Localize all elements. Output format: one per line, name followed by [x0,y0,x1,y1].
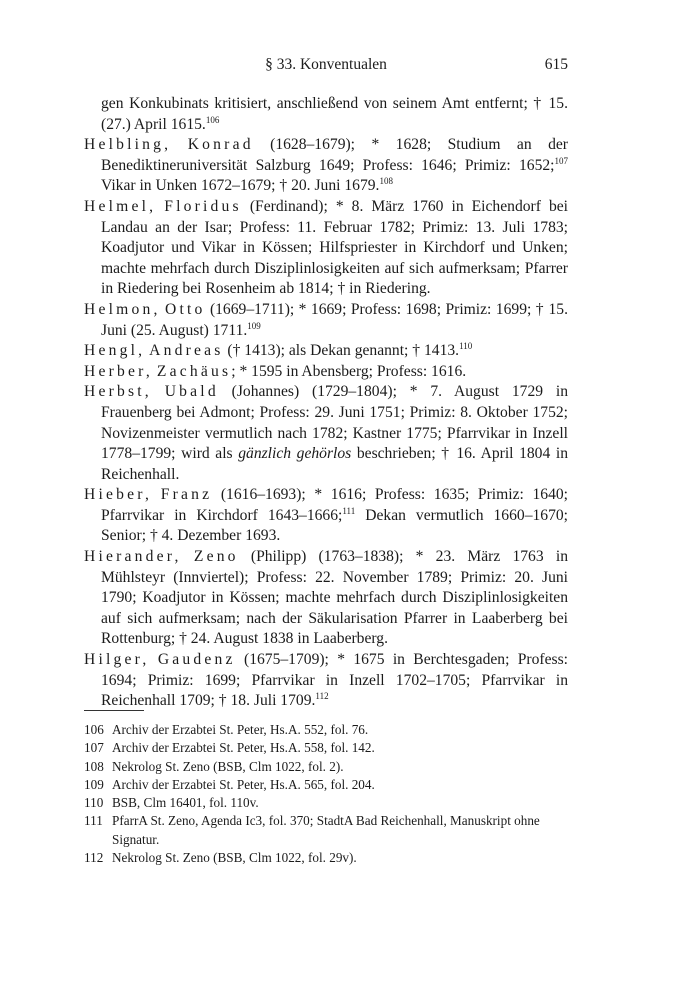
footnote-ref: 107 [554,155,568,166]
entry-text: (1628–1679); * 1628; Studium an der Benediktineruniversität Salzburg 1649; Profess: 1646; Primiz: 1652; [101,136,568,174]
entry-given-name: Andreas [149,342,224,360]
footnote [84,739,568,757]
footnote [84,776,568,794]
footnote-text: Archiv der Erzabtei St. Peter, Hs.A. 552, fol. 76. [112,722,369,737]
biography-entry [84,300,568,341]
footnote-text: Nekrolog St. Zeno (BSB, Clm 1022, fol. 29v). [112,850,357,866]
entry-text: beschrieben; † 16. April 1804 in Reichenhall. [101,445,569,483]
footnote [84,794,568,812]
entry-text: Dekan vermutlich 1660–1670; Senior; † 4. Dezember 1693. [101,506,569,545]
entry-surname: Hilger, [84,651,150,669]
biography-entry [84,197,568,300]
entry-surname: Herbst, [84,383,152,401]
entry-text: (1669–1711); * 1669; Profess: 1698; Primiz: 1699; † 15. Juni (25. August) 1711. [101,300,569,339]
continued-text: gen Konkubinats kritisiert, anschließend von seinem Amt entfernt; † 15. (27.) April 1615. [101,95,568,133]
biography-entry [84,650,568,712]
entry-given-name: Konrad [187,136,254,154]
entry-surname: Hierander, [84,548,182,566]
entry-surname: Helmel, [84,197,157,215]
entry-list [84,94,568,712]
entry-surname: Helmon, [84,300,161,318]
entry-text: ; * 1595 in Abensberg; Profess: 1616. [231,362,467,380]
footnote-ref: 111 [342,505,356,516]
entry-given-name: Gaudenz [157,651,236,669]
footnote-number: 112 [84,850,104,866]
footnote-number: 109 [84,776,104,792]
biography-entry [84,135,568,197]
entry-surname: Hieber, [84,486,153,504]
entry-text: (1616–1693); * 1616; Profess: 1635; Primiz: 1640; Pfarrvikar in Kirchdorf 1643–1666; [101,486,568,524]
footnote-ref: 106 [205,114,220,125]
footnote-rule [84,710,144,711]
entry-given-name: Ubald [164,383,219,401]
footnote-number: 110 [84,795,104,811]
footnote-number: 106 [84,722,104,737]
entry-text: (1675–1709); * 1675 in Berchtesgaden; Profess: 1694; Primiz: 1699; Pfarrvikar in Inzell 1702–1705; Pfarrvikar in Reichenhall 1709; † 18. Juli 1709. [101,651,568,710]
entry-given-name: Floridus [164,197,242,215]
footnote-text: Archiv der Erzabtei St. Peter, Hs.A. 558, fol. 142. [112,740,375,756]
entry-emphasis: gänzlich gehörlos [238,445,352,463]
biography-entry [84,382,568,485]
footnote-ref: 112 [315,691,329,702]
running-header [84,56,568,80]
footnote [84,849,568,867]
footnote-ref: 108 [379,176,393,187]
biography-entry [84,485,568,547]
entry-text: (Philipp) (1763–1838); * 23. März 1763 in Mühlsteyr (Innviertel); Profess: 22. November 1789; Primiz: 20. Juni 1790; Koadjutor in Kössen; machte mehrfach durch Disziplinlosigkeiten auf sich aufmerksam; nach der Säkularisation Pfarrer in Laaberberg bei Rottenburg; † 24. August 1838 in Laaberberg. [101,548,568,648]
footnote-text: PfarrA St. Zeno, Agenda Ic3, fol. 370; StadtA Bad Reichenhall, Manuskript ohne Signatur. [112,813,540,847]
entry-text: Vikar in Unken 1672–1679; † 20. Juni 1679. [101,177,380,195]
entry-surname: Herber, [84,362,153,380]
entry-surname: Helbling, [84,136,172,154]
footnote-number: 108 [84,758,104,774]
footnotes [84,721,568,867]
footnote [84,721,568,739]
footnote-ref: 109 [247,320,261,331]
footnote-text: Archiv der Erzabtei St. Peter, Hs.A. 565, fol. 204. [112,776,375,792]
biography-entry [84,341,568,362]
footnote-number: 107 [84,740,104,756]
section-title: § 33. Konventualen [265,56,387,73]
entry-text: (Johannes) (1729–1804); * 7. August 1729 in Frauenberg bei Admont; Profess: 29. Juni 1751; Primiz: 8. Oktober 1752; Novizenmeister vermutlich nach 1782; Kastner 1775; Pfarrvikar in Inzell 1778–1799; wird als [101,383,568,463]
footnote [84,758,568,776]
footnote-text: BSB, Clm 16401, fol. 110v. [112,795,259,811]
page-number: 615 [544,56,568,73]
biography-entries [84,135,568,712]
entry-given-name: Otto [164,300,206,318]
entry-given-name: Zeno [193,548,239,566]
footnote-text: Nekrolog St. Zeno (BSB, Clm 1022, fol. 2). [112,758,344,774]
entry-text: († 1413); als Dekan genannt; † 1413. [223,342,460,360]
continued-entry [84,94,568,135]
entry-surname: Hengl, [84,342,146,360]
footnote [84,812,568,849]
footnote-ref: 110 [459,340,473,351]
biography-entry [84,362,568,383]
footnote-number: 111 [84,813,103,829]
entry-given-name: Franz [160,486,213,504]
entry-given-name: Zachäus [156,362,232,380]
entry-text: (Ferdinand); * 8. März 1760 in Eichendorf bei Landau an der Isar; Profess: 11. Februar 1782; Primiz: 13. Juli 1783; Koadjutor und Vikar in Kössen; Hilfspriester in Kirchdorf und Unken; machte mehrfach durch Disziplinlosigkeiten auf sich aufmerksam; Pfarrer in Riedering bei Rosenheim ab 1814; † in Riedering. [101,197,568,298]
biography-entry [84,547,568,650]
